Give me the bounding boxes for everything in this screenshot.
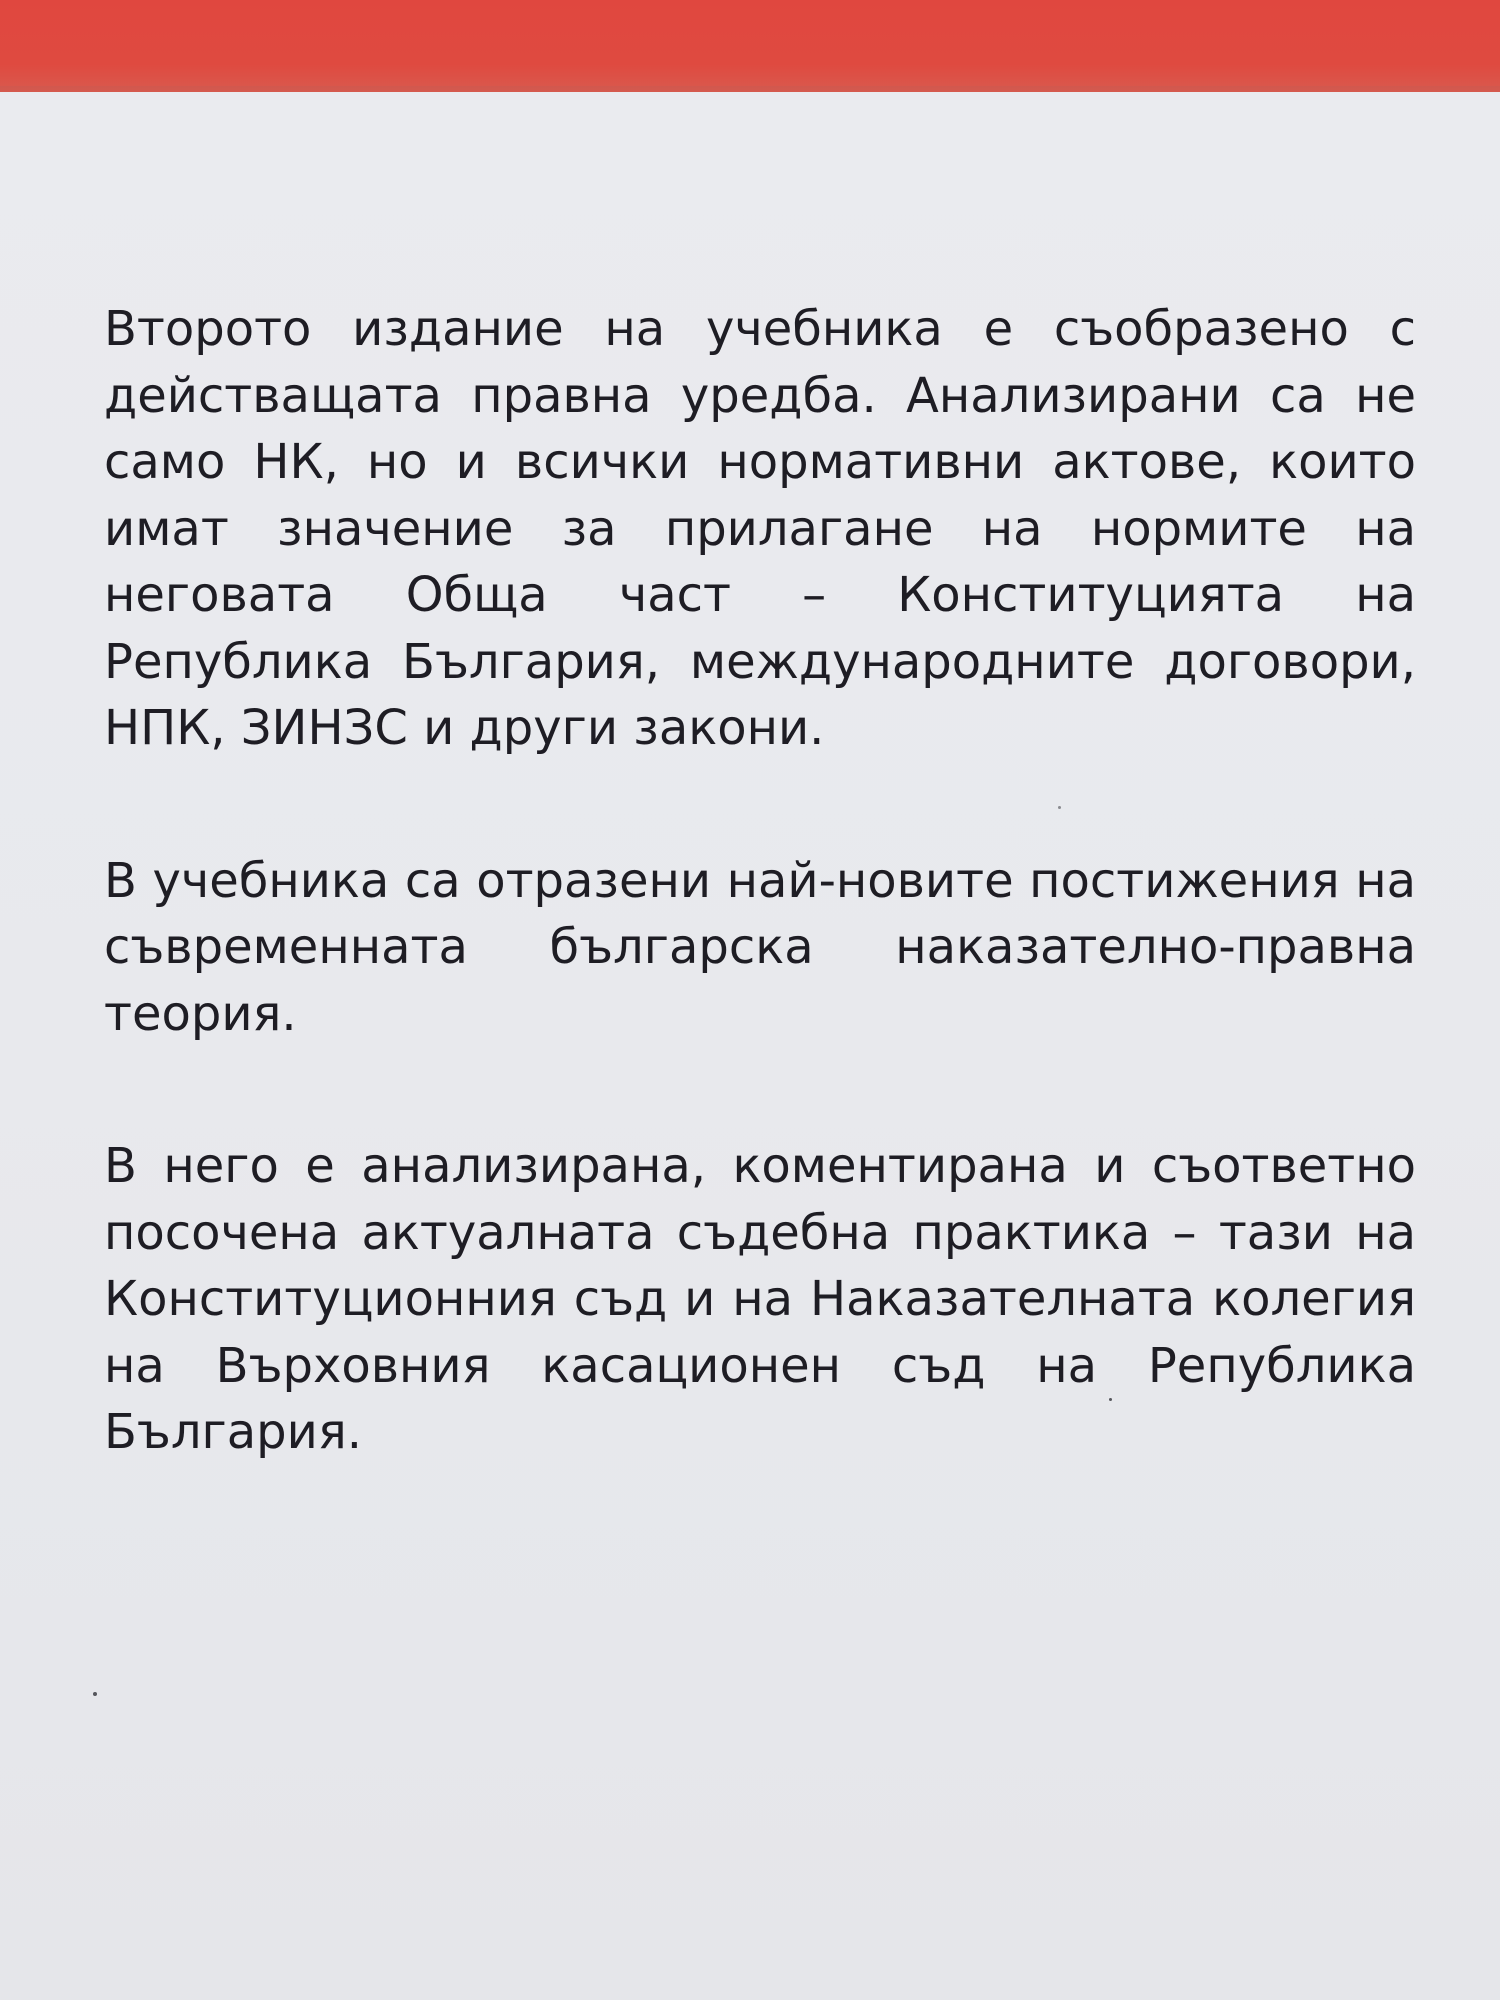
paper-speck: [1109, 1398, 1112, 1401]
paper-speck: [93, 1692, 97, 1696]
red-top-band: [0, 0, 1500, 92]
paper-speck: [1058, 806, 1061, 809]
blurb-paragraph-edition: Второто издание на учебника е съобразено с действащата правна уредба. Анализирани са не само НК, но и всички нормативни актове, които имат значение за прилагане на нормите на неговата Обща част – Конституцията на Република България, международните договори, НПК, ЗИНЗС и други закони.: [104, 301, 1416, 756]
blurb-paragraph-theory: В учебника са отразени най-новите постижения на съвременната българска наказателно-правна теория.: [104, 852, 1416, 1042]
back-cover-blurb: [104, 296, 1416, 1466]
blurb-paragraph-practice: В него е анализирана, коментирана и съответно посочена актуалната съдебна практика – тази на Конституционния съд и на Наказателната колегия на Върховния касационен съд на Република България.: [104, 1138, 1416, 1460]
